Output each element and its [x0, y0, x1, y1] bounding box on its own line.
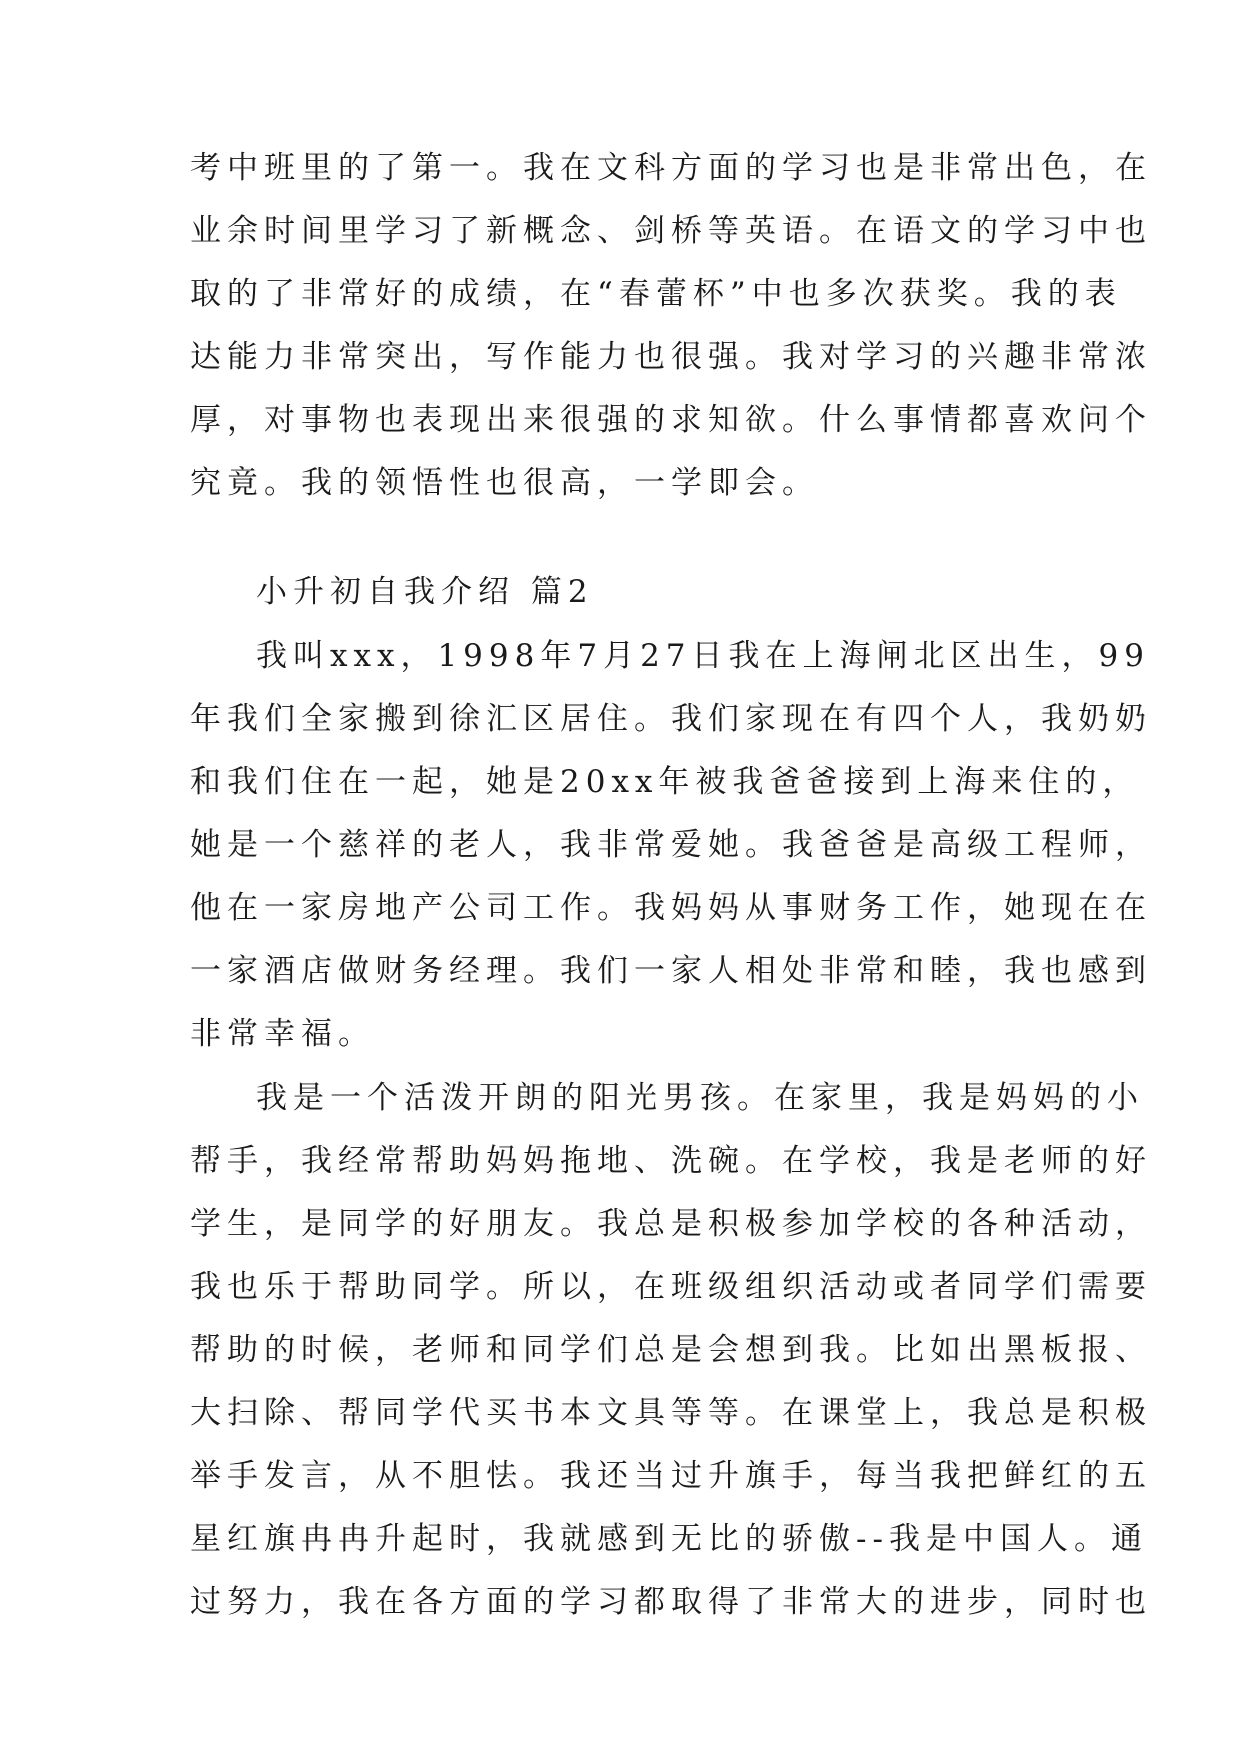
text-line: 究竟。我的领悟性也很高，一学即会。 — [190, 465, 819, 501]
text-line: 她是一个慈祥的老人，我非常爱她。我爸爸是高级工程师， — [190, 827, 1152, 863]
text-line: 他在一家房地产公司工作。我妈妈从事财务工作，她现在在 — [190, 890, 1152, 926]
text-line: 过努力，我在各方面的学习都取得了非常大的进步，同时也 — [190, 1584, 1152, 1620]
text-line: 达能力非常突出，写作能力也很强。我对学习的兴趣非常浓 — [190, 339, 1152, 375]
text-line: 年我们全家搬到徐汇区居住。我们家现在有四个人，我奶奶 — [190, 701, 1152, 737]
text-line: 帮助的时候，老师和同学们总是会想到我。比如出黑板报、 — [190, 1332, 1152, 1368]
text-line: 我是一个活泼开朗的阳光男孩。在家里，我是妈妈的小 — [256, 1080, 1144, 1116]
section-heading: 小升初自我介绍 篇2 — [256, 574, 594, 610]
text-line: 举手发言，从不胆怯。我还当过升旗手，每当我把鲜红的五 — [190, 1458, 1152, 1494]
text-line: 业余时间里学习了新概念、剑桥等英语。在语文的学习中也 — [190, 213, 1152, 249]
text-line: 考中班里的了第一。我在文科方面的学习也是非常出色，在 — [190, 150, 1152, 186]
text-line: 我也乐于帮助同学。所以，在班级组织活动或者同学们需要 — [190, 1269, 1152, 1305]
text-line: 大扫除、帮同学代买书本文具等等。在课堂上，我总是积极 — [190, 1395, 1152, 1431]
text-line: 我叫xxx，1998年7月27日我在上海闸北区出生，99 — [256, 638, 1150, 674]
text-line: 一家酒店做财务经理。我们一家人相处非常和睦，我也感到 — [190, 953, 1152, 989]
text-line: 星红旗冉冉升起时，我就感到无比的骄傲--我是中国人。通 — [190, 1521, 1148, 1557]
text-line: 取的了非常好的成绩，在“春蕾杯”中也多次获奖。我的表 — [190, 276, 1122, 312]
text-line: 非常幸福。 — [190, 1016, 375, 1052]
text-line: 学生，是同学的好朋友。我总是积极参加学校的各种活动， — [190, 1206, 1152, 1242]
text-line: 帮手，我经常帮助妈妈拖地、洗碗。在学校，我是老师的好 — [190, 1143, 1152, 1179]
text-line: 和我们住在一起，她是20xx年被我爸爸接到上海来住的， — [190, 764, 1140, 800]
text-line: 厚，对事物也表现出来很强的求知欲。什么事情都喜欢问个 — [190, 402, 1152, 438]
